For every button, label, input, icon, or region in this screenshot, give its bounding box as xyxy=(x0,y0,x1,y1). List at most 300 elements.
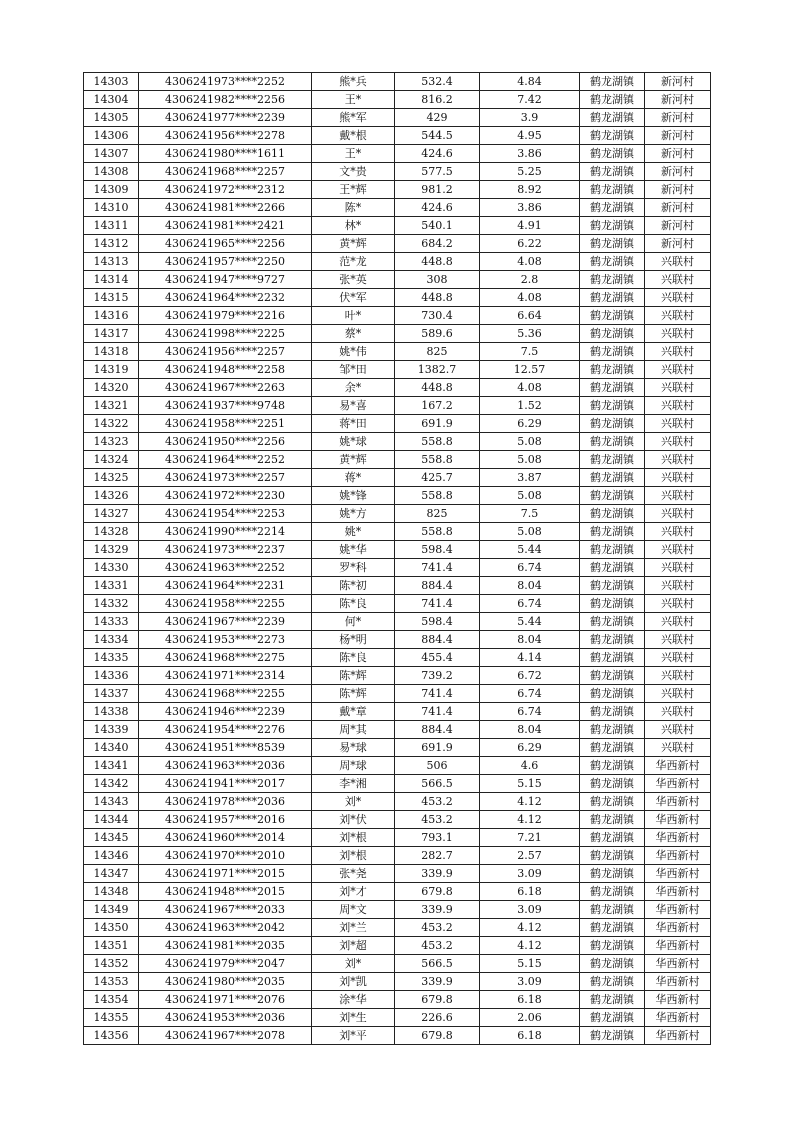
row-number-cell: 14333 xyxy=(84,613,139,631)
town-cell: 鹤龙湖镇 xyxy=(580,217,645,235)
id-number-cell: 4306241981****2266 xyxy=(139,199,312,217)
table-row xyxy=(84,649,711,667)
town-cell: 鹤龙湖镇 xyxy=(580,181,645,199)
row-number-cell: 14353 xyxy=(84,973,139,991)
town-cell: 鹤龙湖镇 xyxy=(580,811,645,829)
village-cell: 兴联村 xyxy=(645,307,711,325)
area-cell: 679.8 xyxy=(395,1027,480,1045)
area-cell: 816.2 xyxy=(395,91,480,109)
id-number-cell: 4306241979****2216 xyxy=(139,307,312,325)
area-cell: 558.8 xyxy=(395,523,480,541)
amount-cell: 6.74 xyxy=(480,559,580,577)
row-number-cell: 14351 xyxy=(84,937,139,955)
name-cell: 易*喜 xyxy=(312,397,395,415)
table-row xyxy=(84,487,711,505)
area-cell: 679.8 xyxy=(395,883,480,901)
area-cell: 741.4 xyxy=(395,559,480,577)
village-cell: 华西新村 xyxy=(645,775,711,793)
id-number-cell: 4306241957****2250 xyxy=(139,253,312,271)
amount-cell: 3.09 xyxy=(480,973,580,991)
amount-cell: 6.74 xyxy=(480,703,580,721)
area-cell: 425.7 xyxy=(395,469,480,487)
table-row xyxy=(84,127,711,145)
row-number-cell: 14314 xyxy=(84,271,139,289)
amount-cell: 2.06 xyxy=(480,1009,580,1027)
row-number-cell: 14341 xyxy=(84,757,139,775)
area-cell: 429 xyxy=(395,109,480,127)
table-row xyxy=(84,307,711,325)
amount-cell: 8.04 xyxy=(480,577,580,595)
table-row xyxy=(84,181,711,199)
town-cell: 鹤龙湖镇 xyxy=(580,91,645,109)
village-cell: 兴联村 xyxy=(645,397,711,415)
amount-cell: 7.21 xyxy=(480,829,580,847)
village-cell: 兴联村 xyxy=(645,415,711,433)
id-number-cell: 4306241972****2230 xyxy=(139,487,312,505)
area-cell: 448.8 xyxy=(395,289,480,307)
amount-cell: 6.29 xyxy=(480,739,580,757)
town-cell: 鹤龙湖镇 xyxy=(580,379,645,397)
town-cell: 鹤龙湖镇 xyxy=(580,595,645,613)
town-cell: 鹤龙湖镇 xyxy=(580,487,645,505)
amount-cell: 5.44 xyxy=(480,613,580,631)
id-number-cell: 4306241980****2035 xyxy=(139,973,312,991)
row-number-cell: 14324 xyxy=(84,451,139,469)
id-number-cell: 4306241973****2257 xyxy=(139,469,312,487)
id-number-cell: 4306241953****2036 xyxy=(139,1009,312,1027)
amount-cell: 4.08 xyxy=(480,253,580,271)
village-cell: 兴联村 xyxy=(645,703,711,721)
area-cell: 532.4 xyxy=(395,73,480,91)
area-cell: 339.9 xyxy=(395,901,480,919)
area-cell: 455.4 xyxy=(395,649,480,667)
name-cell: 刘*生 xyxy=(312,1009,395,1027)
table-row xyxy=(84,631,711,649)
roster-table xyxy=(83,72,711,1045)
table-row xyxy=(84,847,711,865)
area-cell: 540.1 xyxy=(395,217,480,235)
village-cell: 新河村 xyxy=(645,199,711,217)
area-cell: 566.5 xyxy=(395,955,480,973)
id-number-cell: 4306241968****2275 xyxy=(139,649,312,667)
row-number-cell: 14321 xyxy=(84,397,139,415)
area-cell: 884.4 xyxy=(395,721,480,739)
town-cell: 鹤龙湖镇 xyxy=(580,451,645,469)
village-cell: 兴联村 xyxy=(645,433,711,451)
name-cell: 易*球 xyxy=(312,739,395,757)
name-cell: 戴*根 xyxy=(312,127,395,145)
name-cell: 张*尧 xyxy=(312,865,395,883)
amount-cell: 8.92 xyxy=(480,181,580,199)
row-number-cell: 14323 xyxy=(84,433,139,451)
village-cell: 华西新村 xyxy=(645,919,711,937)
row-number-cell: 14329 xyxy=(84,541,139,559)
village-cell: 兴联村 xyxy=(645,325,711,343)
id-number-cell: 4306241954****2276 xyxy=(139,721,312,739)
id-number-cell: 4306241971****2015 xyxy=(139,865,312,883)
row-number-cell: 14320 xyxy=(84,379,139,397)
village-cell: 华西新村 xyxy=(645,757,711,775)
table-row xyxy=(84,973,711,991)
row-number-cell: 14336 xyxy=(84,667,139,685)
id-number-cell: 4306241970****2010 xyxy=(139,847,312,865)
name-cell: 陈*良 xyxy=(312,649,395,667)
town-cell: 鹤龙湖镇 xyxy=(580,361,645,379)
name-cell: 刘* xyxy=(312,793,395,811)
row-number-cell: 14343 xyxy=(84,793,139,811)
name-cell: 张*英 xyxy=(312,271,395,289)
amount-cell: 6.29 xyxy=(480,415,580,433)
village-cell: 兴联村 xyxy=(645,541,711,559)
name-cell: 杨*明 xyxy=(312,631,395,649)
area-cell: 825 xyxy=(395,505,480,523)
id-number-cell: 4306241971****2076 xyxy=(139,991,312,1009)
id-number-cell: 4306241957****2016 xyxy=(139,811,312,829)
village-cell: 兴联村 xyxy=(645,595,711,613)
amount-cell: 6.72 xyxy=(480,667,580,685)
town-cell: 鹤龙湖镇 xyxy=(580,649,645,667)
amount-cell: 5.08 xyxy=(480,523,580,541)
table-row xyxy=(84,505,711,523)
id-number-cell: 4306241963****2036 xyxy=(139,757,312,775)
town-cell: 鹤龙湖镇 xyxy=(580,1027,645,1045)
area-cell: 424.6 xyxy=(395,145,480,163)
area-cell: 566.5 xyxy=(395,775,480,793)
amount-cell: 5.08 xyxy=(480,433,580,451)
table-row xyxy=(84,595,711,613)
table-row xyxy=(84,469,711,487)
village-cell: 新河村 xyxy=(645,91,711,109)
id-number-cell: 4306241972****2312 xyxy=(139,181,312,199)
amount-cell: 8.04 xyxy=(480,631,580,649)
name-cell: 戴*章 xyxy=(312,703,395,721)
amount-cell: 8.04 xyxy=(480,721,580,739)
name-cell: 熊*军 xyxy=(312,109,395,127)
town-cell: 鹤龙湖镇 xyxy=(580,1009,645,1027)
name-cell: 涂*华 xyxy=(312,991,395,1009)
town-cell: 鹤龙湖镇 xyxy=(580,919,645,937)
area-cell: 577.5 xyxy=(395,163,480,181)
name-cell: 刘*平 xyxy=(312,1027,395,1045)
row-number-cell: 14350 xyxy=(84,919,139,937)
amount-cell: 2.57 xyxy=(480,847,580,865)
id-number-cell: 4306241958****2255 xyxy=(139,595,312,613)
id-number-cell: 4306241982****2256 xyxy=(139,91,312,109)
table-row xyxy=(84,253,711,271)
name-cell: 陈*初 xyxy=(312,577,395,595)
town-cell: 鹤龙湖镇 xyxy=(580,757,645,775)
id-number-cell: 4306241963****2252 xyxy=(139,559,312,577)
town-cell: 鹤龙湖镇 xyxy=(580,163,645,181)
area-cell: 691.9 xyxy=(395,739,480,757)
area-cell: 167.2 xyxy=(395,397,480,415)
row-number-cell: 14327 xyxy=(84,505,139,523)
table-row xyxy=(84,523,711,541)
town-cell: 鹤龙湖镇 xyxy=(580,523,645,541)
village-cell: 兴联村 xyxy=(645,631,711,649)
name-cell: 陈* xyxy=(312,199,395,217)
row-number-cell: 14347 xyxy=(84,865,139,883)
area-cell: 339.9 xyxy=(395,865,480,883)
area-cell: 884.4 xyxy=(395,631,480,649)
area-cell: 558.8 xyxy=(395,487,480,505)
village-cell: 兴联村 xyxy=(645,271,711,289)
id-number-cell: 4306241964****2232 xyxy=(139,289,312,307)
town-cell: 鹤龙湖镇 xyxy=(580,541,645,559)
amount-cell: 7.5 xyxy=(480,343,580,361)
village-cell: 华西新村 xyxy=(645,865,711,883)
id-number-cell: 4306241941****2017 xyxy=(139,775,312,793)
table-row xyxy=(84,613,711,631)
area-cell: 424.6 xyxy=(395,199,480,217)
id-number-cell: 4306241948****2258 xyxy=(139,361,312,379)
town-cell: 鹤龙湖镇 xyxy=(580,955,645,973)
town-cell: 鹤龙湖镇 xyxy=(580,415,645,433)
table-row xyxy=(84,145,711,163)
table-row xyxy=(84,721,711,739)
row-number-cell: 14325 xyxy=(84,469,139,487)
town-cell: 鹤龙湖镇 xyxy=(580,865,645,883)
name-cell: 王* xyxy=(312,145,395,163)
village-cell: 华西新村 xyxy=(645,793,711,811)
village-cell: 兴联村 xyxy=(645,721,711,739)
name-cell: 姚*方 xyxy=(312,505,395,523)
village-cell: 兴联村 xyxy=(645,685,711,703)
town-cell: 鹤龙湖镇 xyxy=(580,973,645,991)
name-cell: 姚*球 xyxy=(312,433,395,451)
row-number-cell: 14330 xyxy=(84,559,139,577)
id-number-cell: 4306241971****2314 xyxy=(139,667,312,685)
area-cell: 589.6 xyxy=(395,325,480,343)
table-row xyxy=(84,109,711,127)
name-cell: 邹*田 xyxy=(312,361,395,379)
name-cell: 余* xyxy=(312,379,395,397)
roster-body xyxy=(84,73,711,1045)
name-cell: 黄*辉 xyxy=(312,451,395,469)
name-cell: 蒋* xyxy=(312,469,395,487)
name-cell: 叶* xyxy=(312,307,395,325)
name-cell: 王*辉 xyxy=(312,181,395,199)
town-cell: 鹤龙湖镇 xyxy=(580,577,645,595)
name-cell: 陈*辉 xyxy=(312,667,395,685)
town-cell: 鹤龙湖镇 xyxy=(580,775,645,793)
amount-cell: 5.36 xyxy=(480,325,580,343)
row-number-cell: 14316 xyxy=(84,307,139,325)
town-cell: 鹤龙湖镇 xyxy=(580,397,645,415)
town-cell: 鹤龙湖镇 xyxy=(580,559,645,577)
village-cell: 新河村 xyxy=(645,163,711,181)
village-cell: 兴联村 xyxy=(645,361,711,379)
row-number-cell: 14305 xyxy=(84,109,139,127)
amount-cell: 3.87 xyxy=(480,469,580,487)
town-cell: 鹤龙湖镇 xyxy=(580,235,645,253)
area-cell: 598.4 xyxy=(395,541,480,559)
area-cell: 730.4 xyxy=(395,307,480,325)
town-cell: 鹤龙湖镇 xyxy=(580,901,645,919)
village-cell: 兴联村 xyxy=(645,487,711,505)
area-cell: 544.5 xyxy=(395,127,480,145)
row-number-cell: 14318 xyxy=(84,343,139,361)
name-cell: 王* xyxy=(312,91,395,109)
area-cell: 741.4 xyxy=(395,685,480,703)
table-row xyxy=(84,199,711,217)
table-row xyxy=(84,397,711,415)
area-cell: 741.4 xyxy=(395,595,480,613)
id-number-cell: 4306241973****2252 xyxy=(139,73,312,91)
amount-cell: 6.18 xyxy=(480,883,580,901)
id-number-cell: 4306241990****2214 xyxy=(139,523,312,541)
row-number-cell: 14348 xyxy=(84,883,139,901)
name-cell: 林* xyxy=(312,217,395,235)
area-cell: 448.8 xyxy=(395,379,480,397)
row-number-cell: 14339 xyxy=(84,721,139,739)
area-cell: 226.6 xyxy=(395,1009,480,1027)
id-number-cell: 4306241964****2252 xyxy=(139,451,312,469)
village-cell: 华西新村 xyxy=(645,847,711,865)
table-row xyxy=(84,919,711,937)
village-cell: 华西新村 xyxy=(645,1009,711,1027)
id-number-cell: 4306241980****1611 xyxy=(139,145,312,163)
table-row xyxy=(84,433,711,451)
id-number-cell: 4306241967****2033 xyxy=(139,901,312,919)
amount-cell: 4.6 xyxy=(480,757,580,775)
area-cell: 691.9 xyxy=(395,415,480,433)
area-cell: 453.2 xyxy=(395,793,480,811)
town-cell: 鹤龙湖镇 xyxy=(580,145,645,163)
table-row xyxy=(84,235,711,253)
row-number-cell: 14307 xyxy=(84,145,139,163)
id-number-cell: 4306241968****2255 xyxy=(139,685,312,703)
table-row xyxy=(84,901,711,919)
amount-cell: 4.84 xyxy=(480,73,580,91)
name-cell: 姚*伟 xyxy=(312,343,395,361)
village-cell: 兴联村 xyxy=(645,451,711,469)
amount-cell: 4.12 xyxy=(480,811,580,829)
row-number-cell: 14331 xyxy=(84,577,139,595)
village-cell: 新河村 xyxy=(645,145,711,163)
table-row xyxy=(84,271,711,289)
id-number-cell: 4306241963****2042 xyxy=(139,919,312,937)
amount-cell: 7.42 xyxy=(480,91,580,109)
table-row xyxy=(84,415,711,433)
town-cell: 鹤龙湖镇 xyxy=(580,199,645,217)
id-number-cell: 4306241967****2263 xyxy=(139,379,312,397)
town-cell: 鹤龙湖镇 xyxy=(580,883,645,901)
id-number-cell: 4306241965****2256 xyxy=(139,235,312,253)
name-cell: 刘*根 xyxy=(312,829,395,847)
table-row xyxy=(84,1027,711,1045)
village-cell: 兴联村 xyxy=(645,739,711,757)
id-number-cell: 4306241964****2231 xyxy=(139,577,312,595)
row-number-cell: 14328 xyxy=(84,523,139,541)
amount-cell: 5.15 xyxy=(480,955,580,973)
row-number-cell: 14344 xyxy=(84,811,139,829)
village-cell: 兴联村 xyxy=(645,379,711,397)
town-cell: 鹤龙湖镇 xyxy=(580,127,645,145)
village-cell: 华西新村 xyxy=(645,811,711,829)
area-cell: 684.2 xyxy=(395,235,480,253)
id-number-cell: 4306241947****9727 xyxy=(139,271,312,289)
id-number-cell: 4306241967****2239 xyxy=(139,613,312,631)
area-cell: 558.8 xyxy=(395,451,480,469)
village-cell: 华西新村 xyxy=(645,955,711,973)
name-cell: 熊*兵 xyxy=(312,73,395,91)
town-cell: 鹤龙湖镇 xyxy=(580,289,645,307)
table-row xyxy=(84,667,711,685)
name-cell: 周*球 xyxy=(312,757,395,775)
id-number-cell: 4306241979****2047 xyxy=(139,955,312,973)
amount-cell: 4.12 xyxy=(480,793,580,811)
name-cell: 刘*才 xyxy=(312,883,395,901)
row-number-cell: 14335 xyxy=(84,649,139,667)
name-cell: 陈*辉 xyxy=(312,685,395,703)
town-cell: 鹤龙湖镇 xyxy=(580,685,645,703)
town-cell: 鹤龙湖镇 xyxy=(580,991,645,1009)
row-number-cell: 14340 xyxy=(84,739,139,757)
name-cell: 蒋*田 xyxy=(312,415,395,433)
row-number-cell: 14315 xyxy=(84,289,139,307)
village-cell: 新河村 xyxy=(645,217,711,235)
name-cell: 伏*军 xyxy=(312,289,395,307)
row-number-cell: 14342 xyxy=(84,775,139,793)
table-row xyxy=(84,1009,711,1027)
village-cell: 兴联村 xyxy=(645,667,711,685)
name-cell: 刘*凯 xyxy=(312,973,395,991)
amount-cell: 4.12 xyxy=(480,919,580,937)
row-number-cell: 14349 xyxy=(84,901,139,919)
name-cell: 周*其 xyxy=(312,721,395,739)
name-cell: 周*文 xyxy=(312,901,395,919)
village-cell: 新河村 xyxy=(645,73,711,91)
village-cell: 新河村 xyxy=(645,181,711,199)
town-cell: 鹤龙湖镇 xyxy=(580,829,645,847)
table-row xyxy=(84,829,711,847)
table-row xyxy=(84,343,711,361)
id-number-cell: 4306241953****2273 xyxy=(139,631,312,649)
name-cell: 范*龙 xyxy=(312,253,395,271)
amount-cell: 3.9 xyxy=(480,109,580,127)
row-number-cell: 14304 xyxy=(84,91,139,109)
name-cell: 刘*超 xyxy=(312,937,395,955)
village-cell: 华西新村 xyxy=(645,883,711,901)
village-cell: 华西新村 xyxy=(645,901,711,919)
id-number-cell: 4306241946****2239 xyxy=(139,703,312,721)
area-cell: 282.7 xyxy=(395,847,480,865)
table-row xyxy=(84,91,711,109)
row-number-cell: 14308 xyxy=(84,163,139,181)
town-cell: 鹤龙湖镇 xyxy=(580,307,645,325)
amount-cell: 4.08 xyxy=(480,379,580,397)
village-cell: 兴联村 xyxy=(645,577,711,595)
row-number-cell: 14354 xyxy=(84,991,139,1009)
area-cell: 558.8 xyxy=(395,433,480,451)
name-cell: 黄*辉 xyxy=(312,235,395,253)
name-cell: 陈*良 xyxy=(312,595,395,613)
id-number-cell: 4306241956****2257 xyxy=(139,343,312,361)
amount-cell: 7.5 xyxy=(480,505,580,523)
name-cell: 姚*华 xyxy=(312,541,395,559)
town-cell: 鹤龙湖镇 xyxy=(580,667,645,685)
name-cell: 罗*科 xyxy=(312,559,395,577)
amount-cell: 4.95 xyxy=(480,127,580,145)
town-cell: 鹤龙湖镇 xyxy=(580,73,645,91)
id-number-cell: 4306241981****2421 xyxy=(139,217,312,235)
town-cell: 鹤龙湖镇 xyxy=(580,703,645,721)
name-cell: 刘*根 xyxy=(312,847,395,865)
amount-cell: 6.18 xyxy=(480,991,580,1009)
amount-cell: 5.08 xyxy=(480,451,580,469)
id-number-cell: 4306241978****2036 xyxy=(139,793,312,811)
